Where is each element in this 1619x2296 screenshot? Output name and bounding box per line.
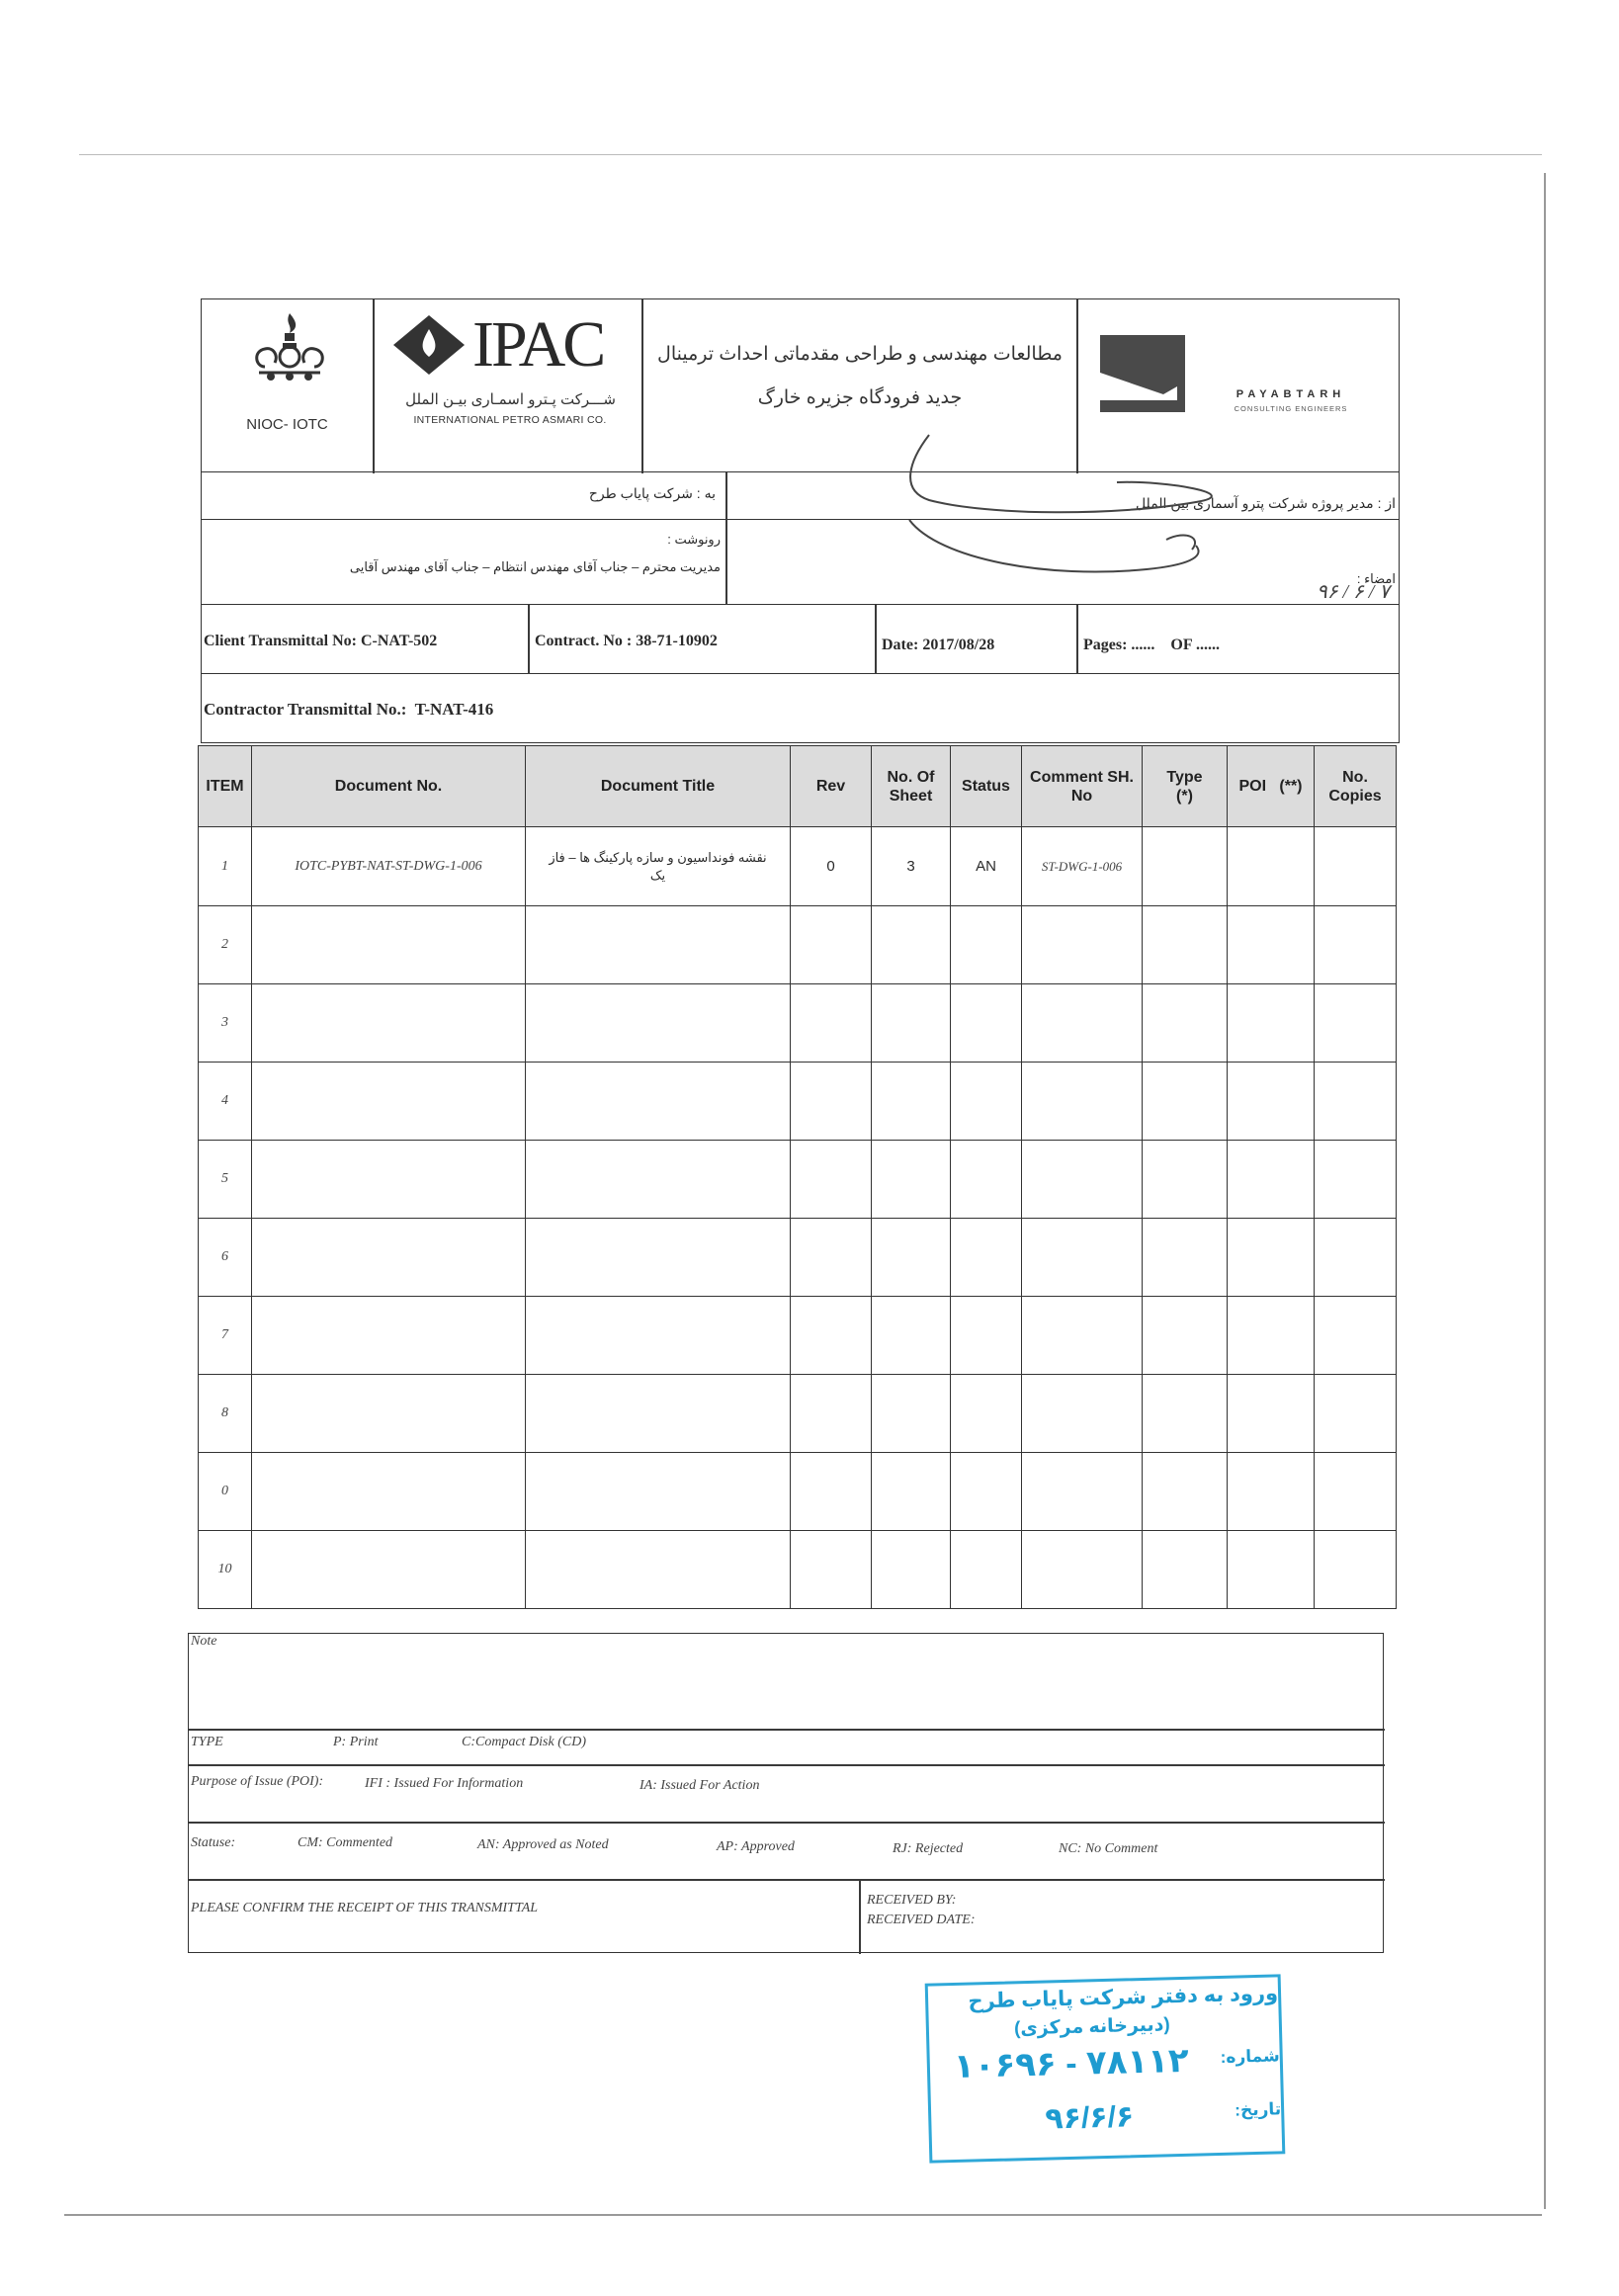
documents-table — [198, 745, 1397, 1609]
project-title-line1: مطالعات مهندسی و طراحی مقدماتی احداث ترمینال — [657, 344, 1063, 365]
ipac-english-name: INTERNATIONAL PETRO ASMARI CO. — [413, 414, 607, 426]
table-row — [199, 1375, 1397, 1453]
row-item-number: 8 — [199, 1375, 252, 1453]
confirm-receipt-text: PLEASE CONFIRM THE RECEIPT OF THIS TRANSMITTAL — [191, 1901, 539, 1915]
table-row — [199, 906, 1397, 984]
col-header-item: ITEM — [199, 746, 252, 827]
table-row — [199, 827, 1397, 906]
row-item-number: 5 — [199, 1141, 252, 1219]
row-item-number: 10 — [199, 1531, 252, 1609]
ipac-drop-icon — [389, 311, 469, 381]
stamp-subtitle: (دبیرخانه مرکزی) — [1013, 2014, 1171, 2040]
handwritten-date: ۹۶ / ۶ / ۷ — [1316, 581, 1391, 603]
contractor-transmittal-no: Contractor Transmittal No.: T-NAT-416 — [204, 700, 494, 719]
row-copies — [1315, 827, 1397, 906]
row-status: AN — [951, 827, 1022, 906]
table-row — [199, 1141, 1397, 1219]
scan-edge-top — [79, 154, 1542, 155]
row-document-title: نقشه فونداسیون و سازه پارکینگ ها – فاز یک — [526, 827, 791, 906]
row-document-no: IOTC-PYBT-NAT-ST-DWG-1-006 — [252, 827, 526, 906]
transmittal-date: Date: 2017/08/28 — [882, 637, 995, 653]
from-sender: از : مدیر پروژه شرکت پترو آسماری بین الملل — [1135, 495, 1396, 511]
ipac-persian-name: شـــرکت پـترو اسمـاری بیـن الملل — [405, 391, 616, 408]
table-row — [199, 1531, 1397, 1609]
col-header-sheets: No. Of Sheet — [872, 746, 951, 827]
payabtarh-name: PAYABTARH — [1236, 388, 1346, 400]
stamp-date-value: ۹۶/۶/۶ — [1044, 2100, 1135, 2136]
col-header-status: Status — [951, 746, 1022, 827]
row-item-number: 7 — [199, 1297, 252, 1375]
col-header-comment-sheet: Comment SH. No — [1022, 746, 1143, 827]
project-title-line2: جدید فرودگاه جزیره خارگ — [757, 387, 963, 408]
signature-label: امضاء : — [1356, 571, 1396, 586]
row-item-number: 3 — [199, 984, 252, 1063]
table-header-row — [199, 746, 1397, 827]
table-row — [199, 1297, 1397, 1375]
row-item-number: 2 — [199, 906, 252, 984]
signature-scribble — [870, 431, 1305, 619]
scan-edge-right — [1544, 173, 1546, 2209]
row-type — [1143, 827, 1228, 906]
payabtarh-logo — [1100, 335, 1185, 412]
client-transmittal-no: Client Transmittal No: C-NAT-502 — [204, 633, 438, 649]
type-print: P: Print — [333, 1735, 379, 1749]
pages-count: Pages: ...... OF ...... — [1083, 637, 1221, 653]
table-row — [199, 1453, 1397, 1531]
poi-ia: IA: Issued For Action — [639, 1778, 760, 1793]
nioc-iotc-label: NIOC- IOTC — [246, 416, 328, 433]
col-header-poi: POI (**) — [1228, 746, 1315, 827]
status-approved: AP: Approved — [717, 1839, 795, 1854]
table-row — [199, 984, 1397, 1063]
col-header-copies: No. Copies — [1315, 746, 1397, 827]
table-row — [199, 1219, 1397, 1297]
note-label: Note — [191, 1634, 217, 1649]
status-approved-as-noted: AN: Approved as Noted — [477, 1837, 609, 1852]
received-date-label: RECEIVED DATE: — [867, 1913, 976, 1927]
stamp-number-value: ۱۰۶۹۶ - ۷۸۱۱۲ — [953, 2041, 1190, 2085]
footer-legend — [188, 1633, 1384, 1953]
row-comment-sheet: ST-DWG-1-006 — [1022, 827, 1143, 906]
row-item-number: 1 — [199, 827, 252, 906]
row-rev: 0 — [791, 827, 872, 906]
contract-no: Contract. No : 38-71-10902 — [535, 633, 718, 649]
row-item-number: 0 — [199, 1453, 252, 1531]
ipac-logo-text: IPAC — [472, 308, 604, 381]
row-item-number: 6 — [199, 1219, 252, 1297]
col-header-rev: Rev — [791, 746, 872, 827]
transmittal-info-row — [201, 605, 1400, 674]
poi-label: Purpose of Issue (POI): — [191, 1774, 324, 1789]
nioc-logo — [245, 307, 334, 426]
stamp-date-label: تاریخ: — [1235, 2099, 1282, 2120]
row-sheets: 3 — [872, 827, 951, 906]
status-commented: CM: Commented — [298, 1835, 393, 1850]
payabtarh-subtitle: CONSULTING ENGINEERS — [1234, 404, 1348, 413]
row-item-number: 4 — [199, 1063, 252, 1141]
status-no-comment: NC: No Comment — [1059, 1841, 1158, 1856]
receipt-stamp — [925, 1974, 1286, 2163]
table-row — [199, 1063, 1397, 1141]
scan-edge-bottom — [64, 2214, 1542, 2216]
status-label: Statuse: — [191, 1835, 236, 1850]
received-by-label: RECEIVED BY: — [867, 1893, 957, 1908]
contractor-transmittal-row — [201, 674, 1400, 743]
status-rejected: RJ: Rejected — [893, 1841, 964, 1856]
col-header-type: Type (*) — [1143, 746, 1228, 827]
stamp-title: ورود به دفتر شرکت پایاب طرح — [968, 1982, 1279, 2013]
row-poi — [1228, 827, 1315, 906]
cc-label: رونوشت : — [667, 532, 721, 547]
col-header-document-title: Document Title — [526, 746, 791, 827]
type-compact-disk: C:Compact Disk (CD) — [462, 1735, 586, 1749]
col-header-document-no: Document No. — [252, 746, 526, 827]
cc-recipients: مدیریت محترم – جناب آقای مهندس انتظام – جناب آقای مهندس آقایی — [349, 559, 721, 574]
poi-ifi: IFI : Issued For Information — [365, 1776, 524, 1791]
stamp-number-label: شماره: — [1220, 2046, 1280, 2067]
to-recipient: به : شرکت پایاب طرح — [588, 485, 716, 501]
type-label: TYPE — [191, 1735, 223, 1749]
